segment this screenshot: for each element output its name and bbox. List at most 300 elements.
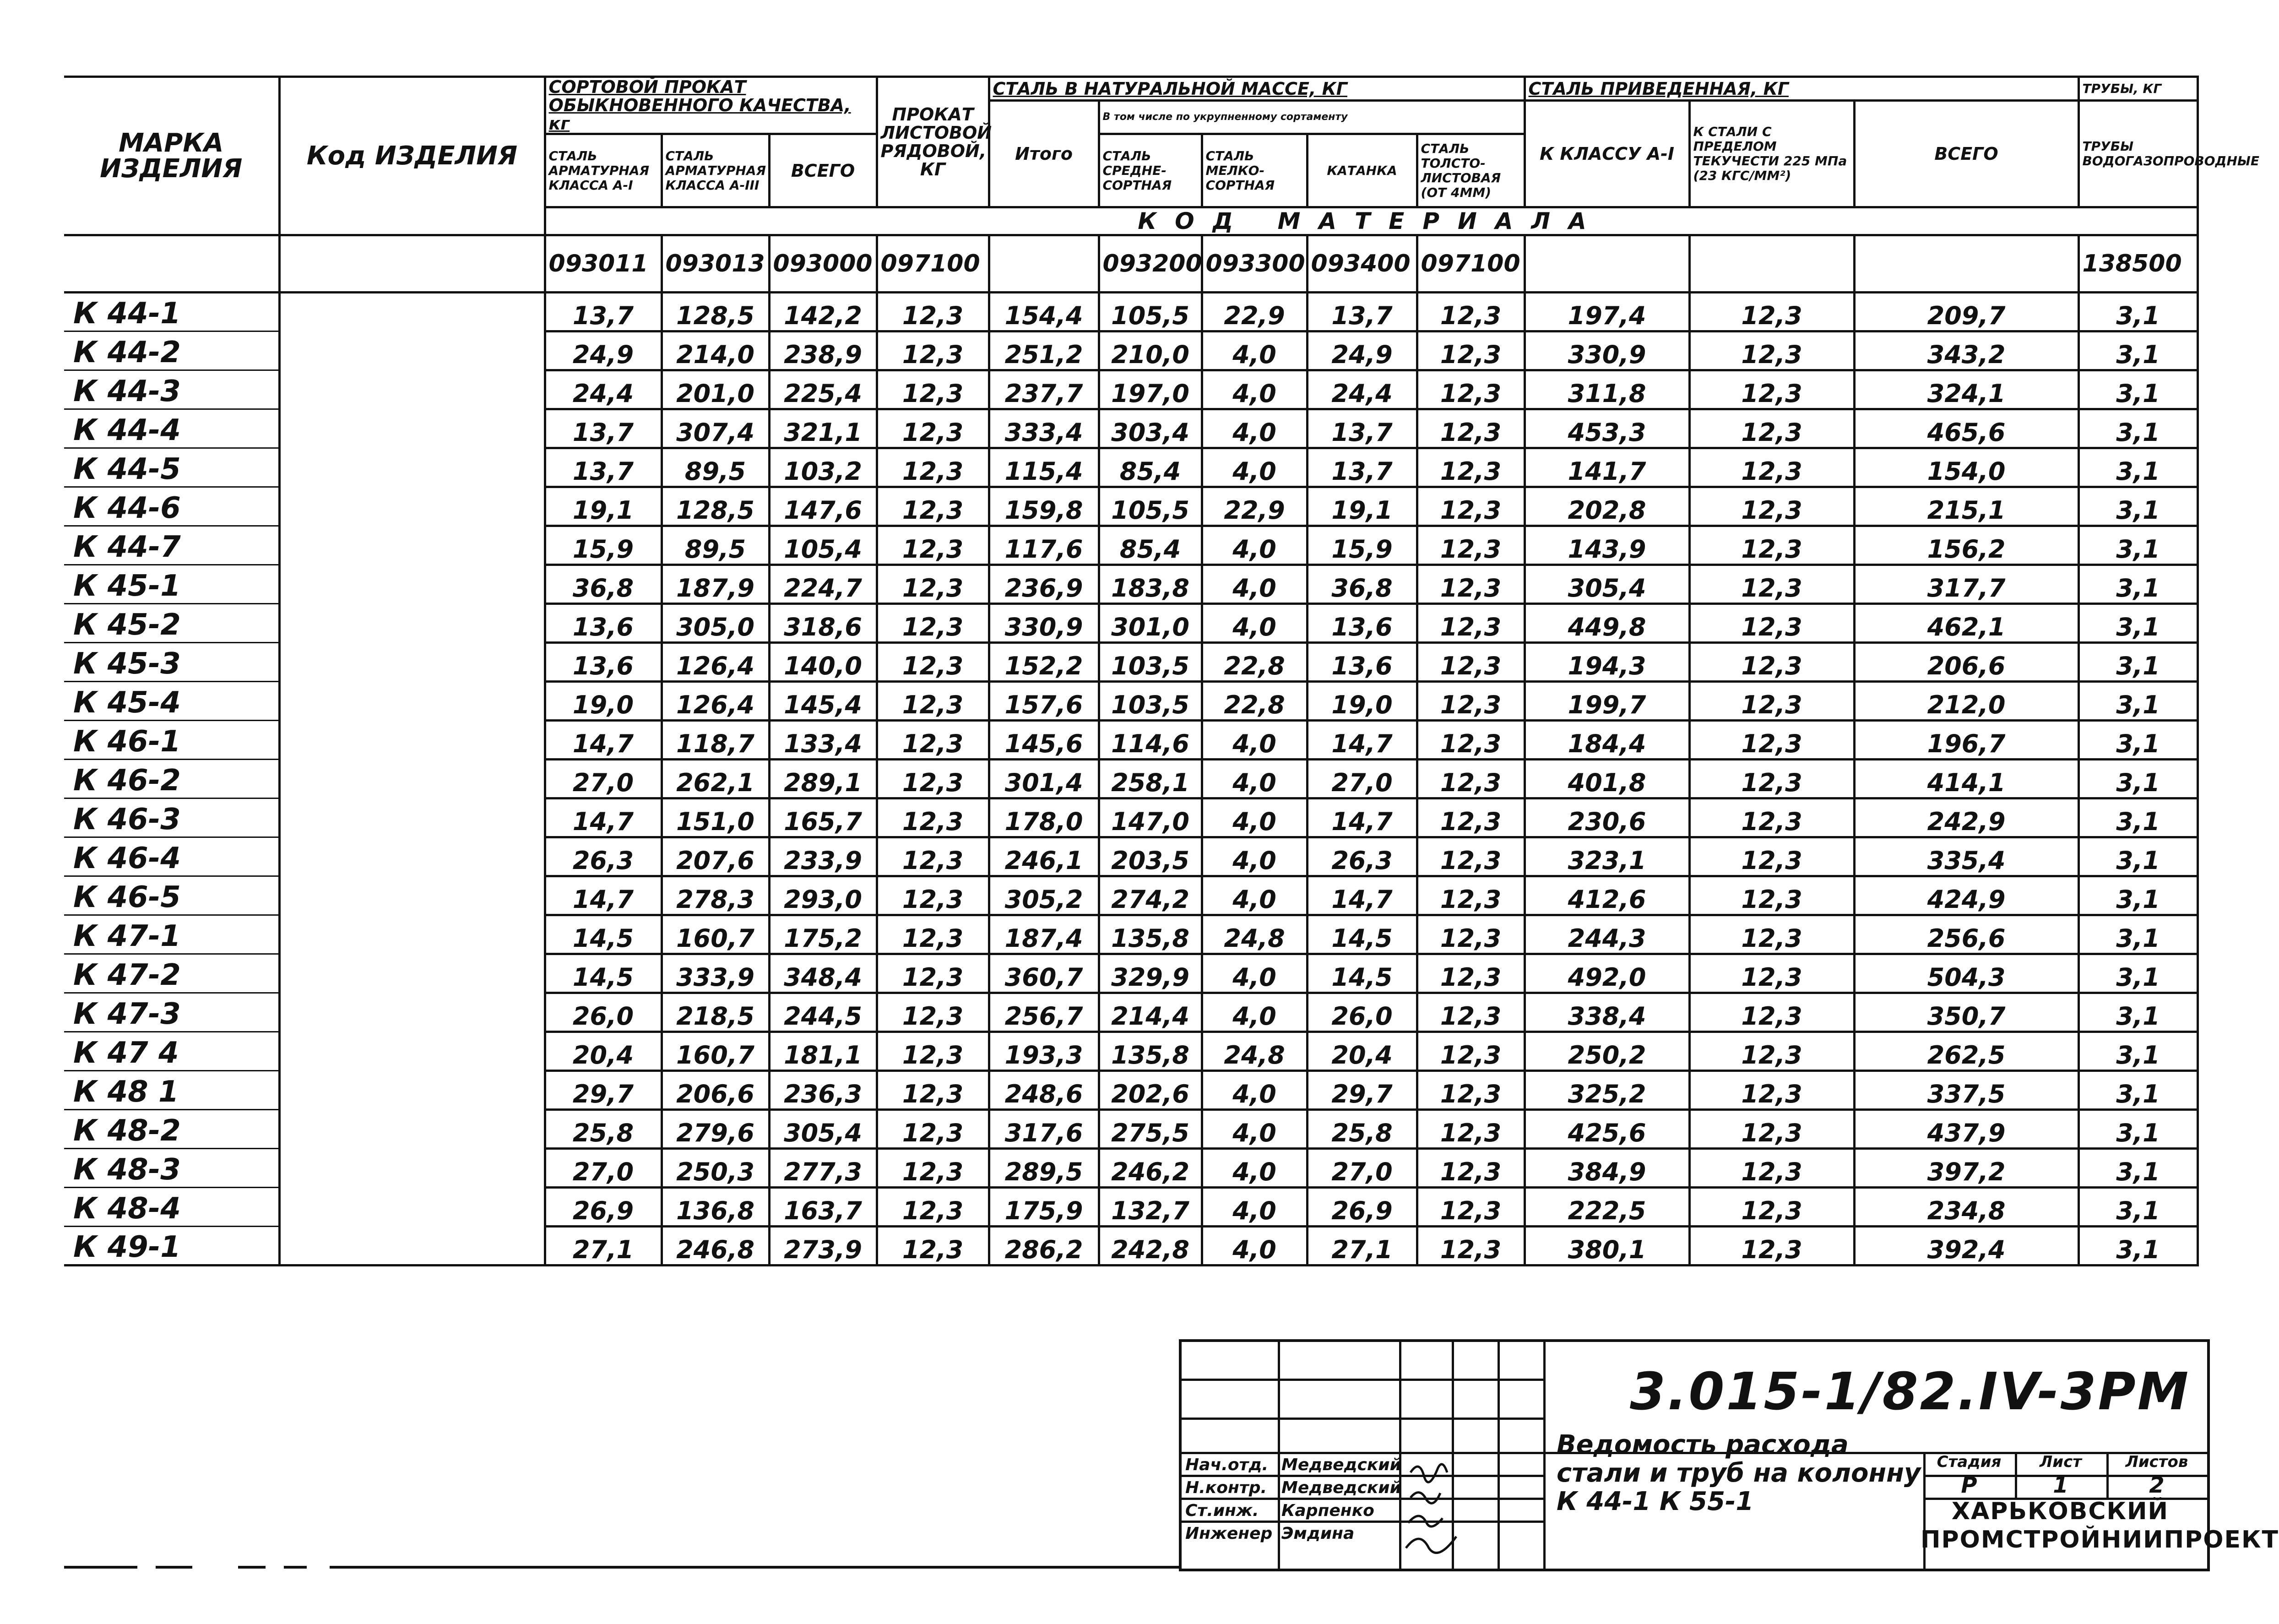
codes-blank-mark [64, 235, 279, 293]
table-cell: 4,0 [1202, 760, 1307, 798]
table-cell: 135,8 [1099, 1032, 1202, 1071]
header-vsego2: ВСЕГО [1854, 101, 2078, 207]
table-cell: 175,9 [989, 1188, 1099, 1227]
table-cell: 12,3 [1689, 448, 1854, 487]
table-cell: 3,1 [2078, 915, 2198, 954]
table-cell: 126,4 [662, 643, 769, 682]
table-cell: 12,3 [1689, 643, 1854, 682]
table-cell: 27,1 [1307, 1227, 1417, 1266]
table-cell: 194,3 [1525, 643, 1689, 682]
table-cell: 4,0 [1202, 837, 1307, 876]
table-cell: 12,3 [1689, 1071, 1854, 1110]
table-cell: 12,3 [877, 643, 989, 682]
table-cell: 12,3 [877, 1071, 989, 1110]
table-cell: 29,7 [545, 1071, 662, 1110]
table-cell: 4,0 [1202, 1188, 1307, 1227]
table-cell: 203,5 [1099, 837, 1202, 876]
table-cell: 3,1 [2078, 837, 2198, 876]
header-truby-vod: ТРУБЫ ВОДОГАЗОПРОВОДНЫЕ [2078, 101, 2198, 207]
material-code: 093200 [1099, 235, 1202, 293]
header-privedennaya: СТАЛЬ ПРИВЕДЕННАЯ, КГ [1525, 77, 2078, 101]
table-cell: 246,1 [989, 837, 1099, 876]
material-code: 097100 [877, 235, 989, 293]
table-row [64, 682, 2198, 721]
table-cell: 26,9 [545, 1188, 662, 1227]
table-cell: 160,7 [662, 1032, 769, 1071]
table-cell: 12,3 [877, 487, 989, 526]
table-cell: 305,0 [662, 604, 769, 643]
table-cell: 140,0 [769, 643, 877, 682]
table-cell: 246,2 [1099, 1149, 1202, 1188]
table-cell: 13,7 [1307, 293, 1417, 331]
header-k-klassu: К КЛАССУ A-I [1525, 101, 1689, 207]
table-cell: 105,4 [769, 526, 877, 565]
material-code [989, 235, 1099, 293]
table-cell: 202,8 [1525, 487, 1689, 526]
table-cell: 4,0 [1202, 1149, 1307, 1188]
table-cell: 305,4 [1525, 565, 1689, 604]
material-code: 138500 [2078, 235, 2198, 293]
table-cell: 311,8 [1525, 370, 1689, 409]
table-cell: 12,3 [1417, 1071, 1525, 1110]
table-cell: 201,0 [662, 370, 769, 409]
header-katanka: КАТАНКА [1307, 134, 1417, 207]
table-cell: 13,7 [545, 409, 662, 448]
person-name: Медведский [1281, 1478, 1401, 1497]
table-cell: 29,7 [1307, 1071, 1417, 1110]
table-cell: 258,1 [1099, 760, 1202, 798]
sheets-label: Листов [2125, 1453, 2188, 1471]
header-itogo: Итого [989, 101, 1099, 207]
table-cell: 3,1 [2078, 565, 2198, 604]
table-cell: 237,7 [989, 370, 1099, 409]
table-cell: 12,3 [1689, 409, 1854, 448]
material-code [1854, 235, 2078, 293]
table-cell: 4,0 [1202, 448, 1307, 487]
row-mark: К 44-7 [64, 526, 279, 565]
table-cell: 105,5 [1099, 293, 1202, 331]
table-cell: 4,0 [1202, 1110, 1307, 1149]
table-row [64, 643, 2198, 682]
person-name: Медведский [1281, 1456, 1401, 1474]
row-kod [279, 837, 545, 876]
table-cell: 187,9 [662, 565, 769, 604]
table-cell: 4,0 [1202, 526, 1307, 565]
table-cell: 317,7 [1854, 565, 2078, 604]
footer-dash [284, 1566, 307, 1569]
table-cell: 256,6 [1854, 915, 2078, 954]
table-cell: 145,6 [989, 721, 1099, 760]
table-body [64, 293, 2198, 1266]
row-mark: К 46-1 [64, 721, 279, 760]
row-kod [279, 293, 545, 331]
table-cell: 12,3 [1417, 409, 1525, 448]
table-cell: 401,8 [1525, 760, 1689, 798]
table-cell: 360,7 [989, 954, 1099, 993]
table-cell: 115,4 [989, 448, 1099, 487]
table-cell: 135,8 [1099, 915, 1202, 954]
table-cell: 3,1 [2078, 1110, 2198, 1149]
sheet-label: Лист [2040, 1453, 2082, 1471]
table-cell: 218,5 [662, 993, 769, 1032]
table-cell: 163,7 [769, 1188, 877, 1227]
table-row [64, 915, 2198, 954]
table-cell: 329,9 [1099, 954, 1202, 993]
table-cell: 384,9 [1525, 1149, 1689, 1188]
table-cell: 4,0 [1202, 1071, 1307, 1110]
table-row [64, 448, 2198, 487]
stage-label: Стадия [1937, 1453, 2002, 1471]
row-kod [279, 993, 545, 1032]
row-mark: К 46-5 [64, 876, 279, 915]
header-truby: ТРУБЫ, КГ [2078, 77, 2198, 101]
table-cell: 289,1 [769, 760, 877, 798]
header-mark: МАРКА ИЗДЕЛИЯ [64, 77, 279, 235]
table-cell: 12,3 [1689, 526, 1854, 565]
table-cell: 12,3 [877, 448, 989, 487]
row-kod [279, 954, 545, 993]
row-mark: К 45-1 [64, 565, 279, 604]
table-row [64, 1032, 2198, 1071]
table-cell: 12,3 [1689, 1149, 1854, 1188]
table-cell: 12,3 [1417, 993, 1525, 1032]
table-cell: 222,5 [1525, 1188, 1689, 1227]
table-cell: 12,3 [1417, 798, 1525, 837]
table-cell: 132,7 [1099, 1188, 1202, 1227]
table-cell: 4,0 [1202, 876, 1307, 915]
table-cell: 330,9 [1525, 331, 1689, 370]
table-cell: 160,7 [662, 915, 769, 954]
table-cell: 118,7 [662, 721, 769, 760]
table-cell: 277,3 [769, 1149, 877, 1188]
table-cell: 103,5 [1099, 643, 1202, 682]
table-cell: 4,0 [1202, 565, 1307, 604]
table-cell: 3,1 [2078, 1032, 2198, 1071]
table-cell: 12,3 [877, 526, 989, 565]
table-cell: 12,3 [1417, 1188, 1525, 1227]
table-cell: 3,1 [2078, 293, 2198, 331]
table-cell: 26,0 [1307, 993, 1417, 1032]
table-cell: 414,1 [1854, 760, 2078, 798]
table-cell: 275,5 [1099, 1110, 1202, 1149]
table-cell: 348,4 [769, 954, 877, 993]
row-mark: К 47-2 [64, 954, 279, 993]
table-cell: 3,1 [2078, 526, 2198, 565]
table-cell: 13,7 [545, 448, 662, 487]
table-cell: 12,3 [877, 293, 989, 331]
table-cell: 307,4 [662, 409, 769, 448]
row-mark: К 46-2 [64, 760, 279, 798]
table-cell: 3,1 [2078, 721, 2198, 760]
header-prokat-list: ПРОКАТ ЛИСТОВОЙ РЯДОВОЙ, КГ [877, 77, 989, 207]
table-cell: 12,3 [1417, 487, 1525, 526]
table-cell: 3,1 [2078, 993, 2198, 1032]
table-cell: 321,1 [769, 409, 877, 448]
header-k-stali: К СТАЛИ С ПРЕДЕЛОМ ТЕКУЧЕСТИ 225 МПа (23 КГС/ММ²) [1689, 101, 1854, 207]
table-cell: 27,0 [1307, 1149, 1417, 1188]
material-code: 097100 [1417, 235, 1525, 293]
table-row [64, 526, 2198, 565]
signature-icon [1401, 1454, 1493, 1564]
table-cell: 20,4 [545, 1032, 662, 1071]
table-cell: 12,3 [877, 993, 989, 1032]
table-cell: 12,3 [877, 876, 989, 915]
table-cell: 128,5 [662, 487, 769, 526]
footer-line [330, 1566, 1179, 1569]
row-mark: К 46-3 [64, 798, 279, 837]
table-cell: 14,7 [545, 876, 662, 915]
row-mark: К 48-2 [64, 1110, 279, 1149]
header-stal-a3: СТАЛЬ АРМАТУРНАЯ КЛАССА A-III [662, 134, 769, 207]
table-cell: 157,6 [989, 682, 1099, 721]
footer-dash [156, 1566, 192, 1569]
table-cell: 12,3 [1689, 954, 1854, 993]
table-cell: 305,2 [989, 876, 1099, 915]
sheet-value: 1 [2053, 1472, 2068, 1498]
row-kod [279, 526, 545, 565]
table-cell: 12,3 [1417, 1032, 1525, 1071]
table-cell: 12,3 [1689, 1227, 1854, 1266]
table-cell: 12,3 [1417, 876, 1525, 915]
table-cell: 12,3 [1417, 448, 1525, 487]
row-mark: К 44-4 [64, 409, 279, 448]
table-cell: 206,6 [1854, 643, 2078, 682]
table-cell: 244,5 [769, 993, 877, 1032]
role-label: Н.контр. [1185, 1478, 1267, 1497]
table-cell: 330,9 [989, 604, 1099, 643]
table-row [64, 837, 2198, 876]
table-cell: 12,3 [1689, 331, 1854, 370]
header-srednesort: СТАЛЬ СРЕДНЕ-СОРТНАЯ [1099, 134, 1202, 207]
table-cell: 178,0 [989, 798, 1099, 837]
table-row [64, 409, 2198, 448]
table-cell: 12,3 [1689, 721, 1854, 760]
table-cell: 13,6 [545, 604, 662, 643]
table-cell: 3,1 [2078, 682, 2198, 721]
table-cell: 13,6 [545, 643, 662, 682]
table-cell: 207,6 [662, 837, 769, 876]
table-cell: 27,1 [545, 1227, 662, 1266]
table-cell: 350,7 [1854, 993, 2078, 1032]
table-cell: 14,7 [1307, 876, 1417, 915]
table-cell: 14,7 [545, 798, 662, 837]
table-cell: 4,0 [1202, 954, 1307, 993]
header-stal-a1: СТАЛЬ АРМАТУРНАЯ КЛАССА A-I [545, 134, 662, 207]
table-cell: 15,9 [545, 526, 662, 565]
table-cell: 212,0 [1854, 682, 2078, 721]
table-cell: 492,0 [1525, 954, 1689, 993]
table-cell: 26,3 [545, 837, 662, 876]
row-mark: К 44-3 [64, 370, 279, 409]
table-cell: 236,3 [769, 1071, 877, 1110]
table-cell: 4,0 [1202, 798, 1307, 837]
table-cell: 12,3 [1689, 1032, 1854, 1071]
table-cell: 197,4 [1525, 293, 1689, 331]
codes-blank-kod [279, 235, 545, 293]
table-cell: 230,6 [1525, 798, 1689, 837]
table-cell: 12,3 [1417, 721, 1525, 760]
table-cell: 301,0 [1099, 604, 1202, 643]
table-cell: 397,2 [1854, 1149, 2078, 1188]
table-cell: 36,8 [545, 565, 662, 604]
table-cell: 462,1 [1854, 604, 2078, 643]
table-cell: 337,5 [1854, 1071, 2078, 1110]
stage-value: Р [1961, 1472, 1977, 1498]
table-cell: 12,3 [877, 1032, 989, 1071]
table-cell: 209,7 [1854, 293, 2078, 331]
table-cell: 12,3 [877, 915, 989, 954]
table-cell: 13,7 [545, 293, 662, 331]
table-row [64, 876, 2198, 915]
table-cell: 273,9 [769, 1227, 877, 1266]
row-mark: К 48 1 [64, 1071, 279, 1110]
material-code: 093011 [545, 235, 662, 293]
row-kod [279, 370, 545, 409]
table-cell: 4,0 [1202, 993, 1307, 1032]
table-cell: 12,3 [877, 1149, 989, 1188]
table-cell: 437,9 [1854, 1110, 2078, 1149]
header-natural: СТАЛЬ В НАТУРАЛЬНОЙ МАССЕ, КГ [989, 77, 1525, 101]
row-mark: К 47 4 [64, 1032, 279, 1071]
table-row [64, 1071, 2198, 1110]
table-cell: 214,0 [662, 331, 769, 370]
document-title: Ведомость расхода стали и труб на колонну К 44-1 К 55-1 [1557, 1430, 1921, 1516]
row-mark: К 48-3 [64, 1149, 279, 1188]
table-cell: 36,8 [1307, 565, 1417, 604]
table-cell: 142,2 [769, 293, 877, 331]
table-cell: 12,3 [1417, 760, 1525, 798]
material-code [1689, 235, 1854, 293]
table-cell: 12,3 [1689, 837, 1854, 876]
table-cell: 12,3 [1417, 1149, 1525, 1188]
row-kod [279, 1110, 545, 1149]
table-cell: 242,8 [1099, 1227, 1202, 1266]
table-cell: 286,2 [989, 1227, 1099, 1266]
table-row [64, 1149, 2198, 1188]
table-cell: 22,9 [1202, 293, 1307, 331]
table-cell: 12,3 [1417, 526, 1525, 565]
row-kod [279, 1071, 545, 1110]
table-cell: 19,0 [545, 682, 662, 721]
table-cell: 12,3 [1417, 954, 1525, 993]
table-cell: 318,6 [769, 604, 877, 643]
table-cell: 3,1 [2078, 1149, 2198, 1188]
row-kod [279, 760, 545, 798]
table-cell: 19,0 [1307, 682, 1417, 721]
table-cell: 3,1 [2078, 798, 2198, 837]
row-kod [279, 682, 545, 721]
table-cell: 128,5 [662, 293, 769, 331]
table-cell: 324,1 [1854, 370, 2078, 409]
table-cell: 27,0 [545, 760, 662, 798]
table-cell: 145,4 [769, 682, 877, 721]
table-cell: 3,1 [2078, 487, 2198, 526]
row-kod [279, 798, 545, 837]
table-cell: 333,9 [662, 954, 769, 993]
table-cell: 85,4 [1099, 448, 1202, 487]
table-cell: 12,3 [1689, 487, 1854, 526]
table-cell: 199,7 [1525, 682, 1689, 721]
table-cell: 22,9 [1202, 487, 1307, 526]
table-cell: 202,6 [1099, 1071, 1202, 1110]
table-cell: 14,5 [1307, 915, 1417, 954]
row-kod [279, 915, 545, 954]
table-cell: 20,4 [1307, 1032, 1417, 1071]
table-cell: 12,3 [1689, 604, 1854, 643]
row-kod [279, 448, 545, 487]
table-cell: 278,3 [662, 876, 769, 915]
table-cell: 3,1 [2078, 1188, 2198, 1227]
table-cell: 13,6 [1307, 604, 1417, 643]
table-cell: 12,3 [877, 760, 989, 798]
table-row [64, 293, 2198, 331]
table-cell: 114,6 [1099, 721, 1202, 760]
table-cell: 12,3 [1417, 915, 1525, 954]
table-cell: 154,4 [989, 293, 1099, 331]
table-cell: 317,6 [989, 1110, 1099, 1149]
row-kod [279, 876, 545, 915]
document-code: 3.015-1/82.IV-3РМ [1630, 1362, 2191, 1422]
table-row [64, 1227, 2198, 1266]
row-kod [279, 1149, 545, 1188]
row-mark: К 47-3 [64, 993, 279, 1032]
table-cell: 12,3 [1689, 370, 1854, 409]
table-cell: 12,3 [877, 1110, 989, 1149]
material-code: 093013 [662, 235, 769, 293]
table-cell: 3,1 [2078, 876, 2198, 915]
table-cell: 12,3 [877, 331, 989, 370]
table-cell: 13,7 [1307, 448, 1417, 487]
table-cell: 14,7 [545, 721, 662, 760]
table-cell: 12,3 [1689, 1188, 1854, 1227]
row-mark: К 45-3 [64, 643, 279, 682]
row-kod [279, 721, 545, 760]
table-cell: 24,8 [1202, 915, 1307, 954]
row-mark: К 47-1 [64, 915, 279, 954]
table-cell: 13,7 [1307, 409, 1417, 448]
table-cell: 301,4 [989, 760, 1099, 798]
row-mark: К 45-4 [64, 682, 279, 721]
table-cell: 504,3 [1854, 954, 2078, 993]
table-row [64, 1188, 2198, 1227]
table-cell: 22,8 [1202, 682, 1307, 721]
table-cell: 13,6 [1307, 643, 1417, 682]
table-cell: 12,3 [1417, 370, 1525, 409]
table-cell: 412,6 [1525, 876, 1689, 915]
row-kod [279, 1188, 545, 1227]
table-cell: 12,3 [1417, 331, 1525, 370]
table-cell: 175,2 [769, 915, 877, 954]
table-cell: 27,0 [1307, 760, 1417, 798]
table-cell: 141,7 [1525, 448, 1689, 487]
organization-name: ХАРЬКОВСКИЙ ПРОМСТРОЙНИИПРОЕКТ [1921, 1498, 2279, 1553]
table-cell: 4,0 [1202, 1227, 1307, 1266]
table-cell: 12,3 [877, 721, 989, 760]
table-cell: 12,3 [1689, 1110, 1854, 1149]
header-vsego1: ВСЕГО [769, 134, 877, 207]
table-cell: 250,3 [662, 1149, 769, 1188]
table-row [64, 798, 2198, 837]
table-cell: 215,1 [1854, 487, 2078, 526]
table-row [64, 993, 2198, 1032]
row-kod [279, 565, 545, 604]
table-cell: 105,5 [1099, 487, 1202, 526]
table-cell: 305,4 [769, 1110, 877, 1149]
table-cell: 12,3 [1689, 798, 1854, 837]
table-cell: 12,3 [1689, 993, 1854, 1032]
table-cell: 251,2 [989, 331, 1099, 370]
table-cell: 85,4 [1099, 526, 1202, 565]
